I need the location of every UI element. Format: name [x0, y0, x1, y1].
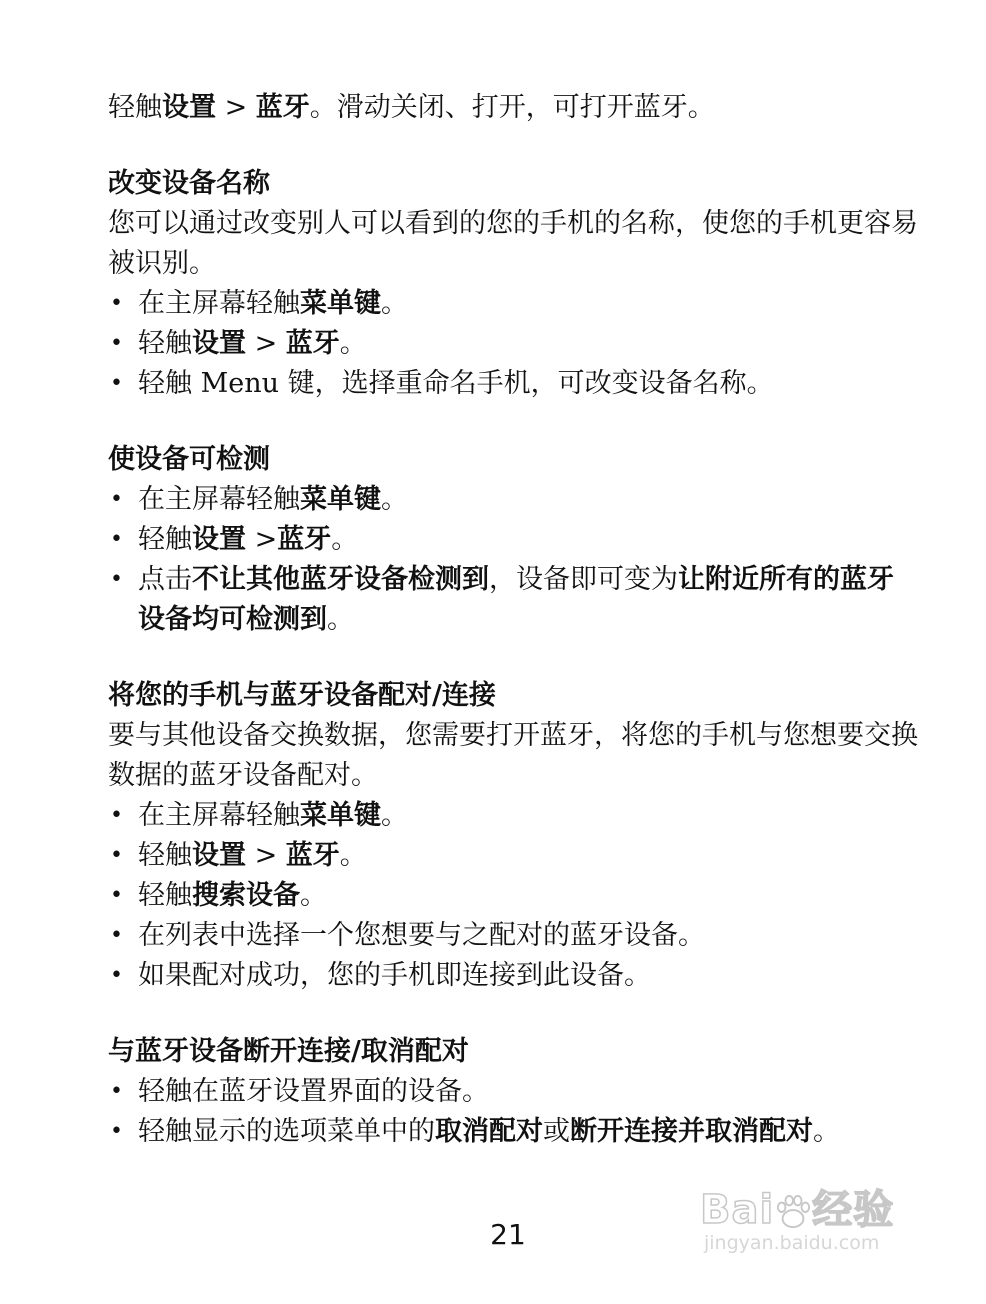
settings-term: 设置: [192, 524, 246, 555]
pair-steps-list: [108, 796, 918, 996]
disconnect-unpair-term: 断开连接并取消配对: [570, 1116, 813, 1147]
hidden-option-term: 不让其他蓝牙设备检测到: [192, 564, 489, 595]
document-page: [108, 88, 918, 1152]
list-item: [108, 520, 918, 560]
unpair-steps-list: [108, 1072, 918, 1152]
bullet-icon: •: [110, 291, 123, 316]
intro-text: 轻触: [108, 92, 162, 123]
step-text: 点击: [138, 564, 192, 595]
step-text: 轻触在蓝牙设置界面的设备。: [138, 1076, 489, 1107]
step-text-tail: 。: [327, 604, 354, 635]
section-paragraph-rename: 您可以通过改变别人可以看到的您的手机的名称，使您的手机更容易被识别。: [108, 208, 918, 279]
arrow-separator: >: [216, 92, 256, 123]
bullet-icon: •: [110, 883, 123, 908]
bluetooth-term: 蓝牙: [285, 328, 340, 359]
step-text: 在主屏幕轻触: [138, 288, 300, 319]
settings-term: 设置: [162, 92, 216, 123]
page-number: 21: [490, 1218, 526, 1251]
menu-key-term: 菜单键: [300, 288, 381, 319]
bullet-icon: •: [110, 331, 123, 356]
section-heading-pair: 将您的手机与蓝牙设备配对/连接: [108, 680, 496, 711]
step-text: 在列表中选择一个您想要与之配对的蓝牙设备。: [138, 920, 705, 951]
step-text-mid: ，设备即可变为: [489, 564, 678, 595]
list-item: [108, 284, 918, 324]
menu-key-term: 菜单键: [300, 800, 381, 831]
visible-steps-list: [108, 480, 918, 640]
bullet-icon: •: [110, 963, 123, 988]
list-item: [108, 876, 918, 916]
bullet-icon: •: [110, 923, 123, 948]
settings-term: 设置: [192, 840, 246, 871]
step-text: 轻触显示的选项菜单中的: [138, 1116, 435, 1147]
section-heading-unpair: 与蓝牙设备断开连接/取消配对: [108, 1036, 469, 1067]
paw-icon: [774, 1194, 812, 1230]
step-text-tail: 。: [300, 880, 327, 911]
list-item: [108, 836, 918, 876]
arrow-separator: >: [246, 328, 286, 359]
bullet-icon: •: [110, 371, 123, 396]
step-text-tail: 。: [331, 524, 359, 555]
list-item: [108, 796, 918, 836]
list-item: [108, 324, 918, 364]
menu-key-term: 菜单键: [300, 484, 381, 515]
watermark-logo-text: Bai: [700, 1187, 775, 1233]
section-heading-visible: 使设备可检测: [108, 444, 270, 475]
step-text-tail: 。: [339, 840, 367, 871]
settings-term: 设置: [192, 328, 246, 359]
list-item: [108, 956, 918, 996]
section-heading-rename: 改变设备名称: [108, 168, 270, 199]
step-text: 轻触: [138, 328, 192, 359]
search-devices-term: 搜索设备: [192, 880, 300, 911]
step-text: 如果配对成功，您的手机即连接到此设备。: [138, 960, 651, 991]
step-text: 轻触: [138, 880, 192, 911]
step-text-tail: 。: [381, 288, 408, 319]
step-text: 在主屏幕轻触: [138, 800, 300, 831]
visible-option-term: 让附近所有的蓝牙设备均可检测到: [138, 564, 894, 635]
step-text-mid: 或: [543, 1116, 570, 1147]
bullet-icon: •: [110, 843, 123, 868]
step-text-tail: 。: [381, 800, 408, 831]
step-text-tail: 。: [339, 328, 367, 359]
step-text: 在主屏幕轻触: [138, 484, 300, 515]
list-item: [108, 560, 918, 640]
step-text: 轻触: [138, 840, 192, 871]
baidu-jingyan-watermark: [700, 1178, 930, 1268]
step-text-tail: 。: [813, 1116, 840, 1147]
bullet-icon: •: [110, 1079, 123, 1104]
watermark-logo-text-right: 经验: [812, 1187, 895, 1233]
bullet-icon: •: [110, 1119, 123, 1144]
arrow-separator: >: [246, 840, 286, 871]
unpair-term: 取消配对: [435, 1116, 543, 1147]
step-text-tail: 。: [381, 484, 408, 515]
list-item: [108, 480, 918, 520]
bluetooth-term: 蓝牙: [255, 92, 310, 123]
section-paragraph-pair: 要与其他设备交换数据，您需要打开蓝牙，将您的手机与您想要交换数据的蓝牙设备配对。: [108, 720, 918, 791]
watermark-logo: [700, 1178, 894, 1235]
arrow-separator: >: [246, 524, 278, 555]
bullet-icon: •: [110, 527, 123, 552]
bullet-icon: •: [110, 567, 123, 592]
list-item: [108, 364, 918, 404]
intro-line: [108, 88, 918, 128]
bluetooth-term: 蓝牙: [277, 524, 332, 555]
bluetooth-term: 蓝牙: [285, 840, 340, 871]
watermark-url: jingyan.baidu.com: [704, 1232, 880, 1254]
step-text: 轻触 Menu 键，选择重命名手机，可改变设备名称。: [138, 368, 774, 399]
bullet-icon: •: [110, 487, 123, 512]
list-item: [108, 1112, 918, 1152]
step-text: 轻触: [138, 524, 192, 555]
list-item: [108, 916, 918, 956]
rename-steps-list: [108, 284, 918, 404]
intro-text-tail: 。滑动关闭、打开，可打开蓝牙。: [309, 92, 715, 123]
bullet-icon: •: [110, 803, 123, 828]
list-item: [108, 1072, 918, 1112]
